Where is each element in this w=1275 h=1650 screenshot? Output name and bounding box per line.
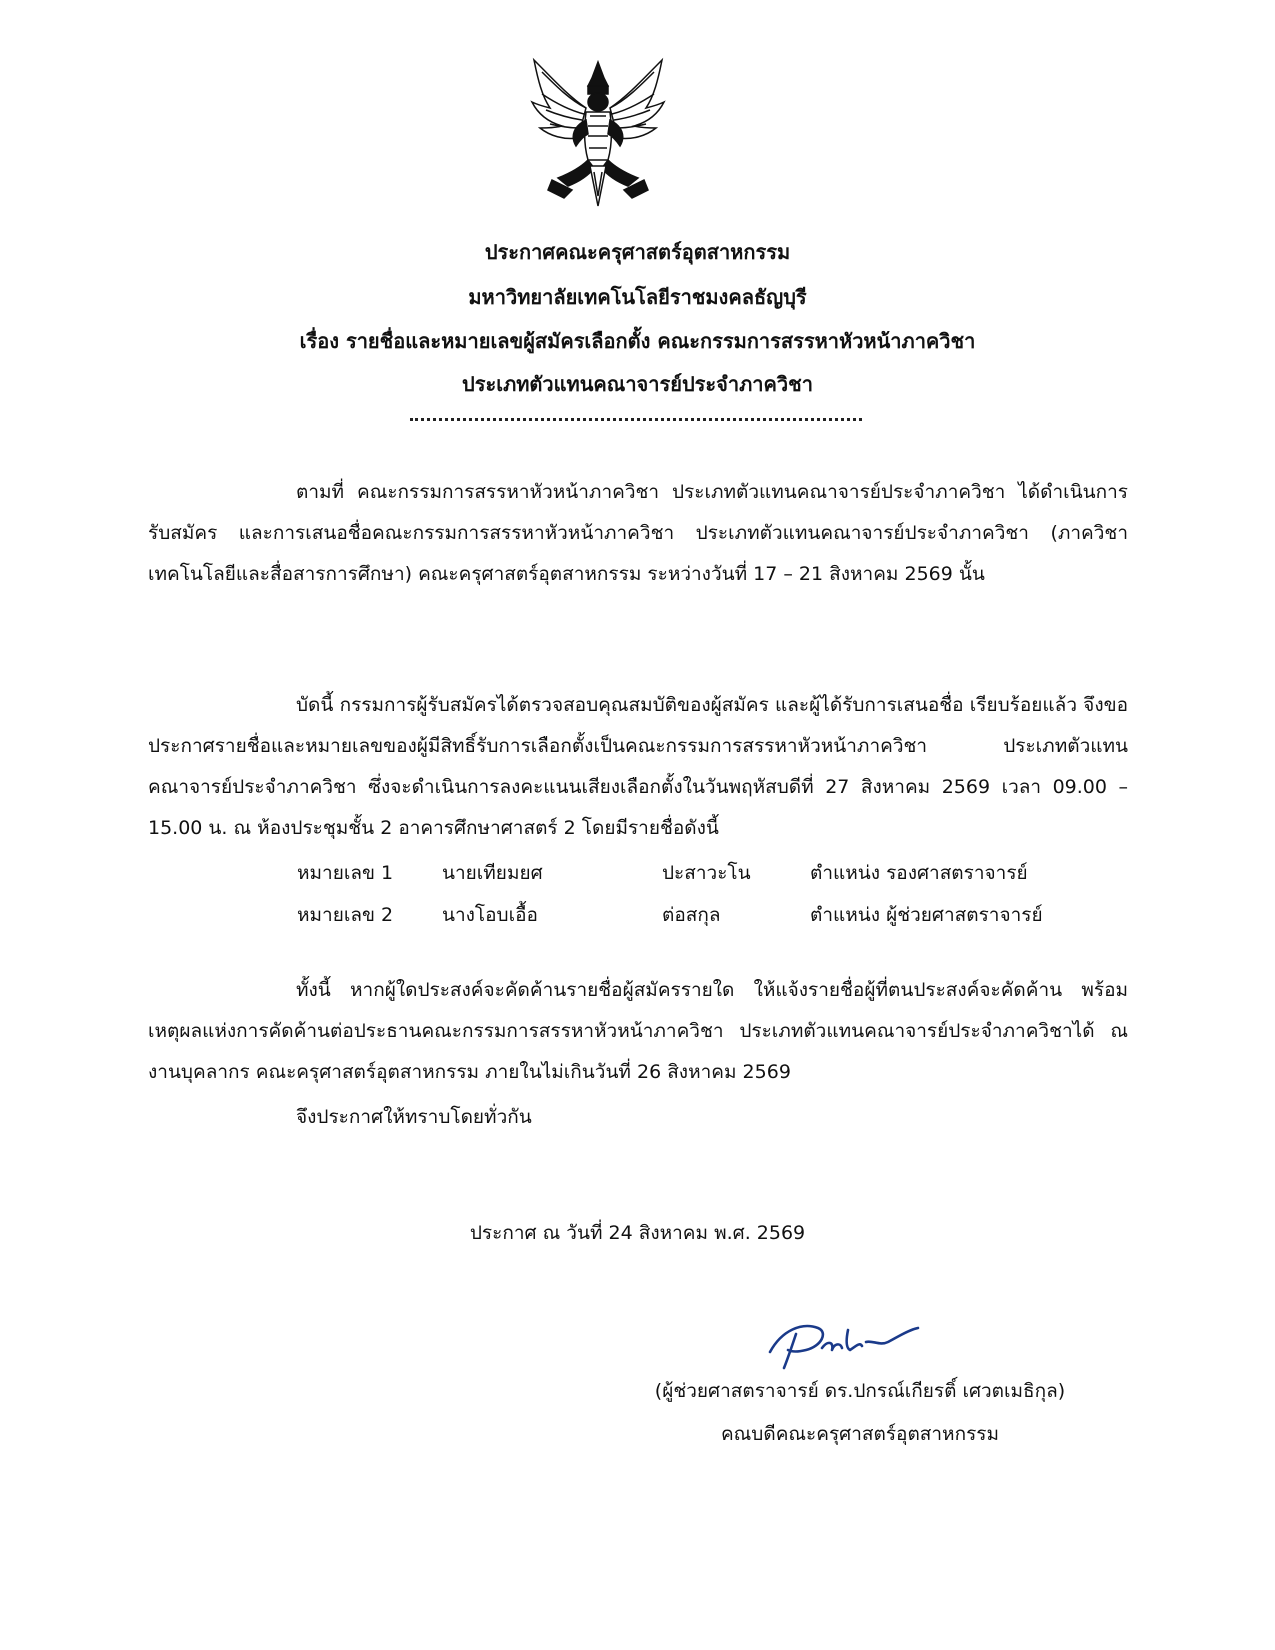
- paragraph-3: ทั้งนี้ หากผู้ใดประสงค์จะคัดค้านรายชื่อผู้สมัครรายใด ให้แจ้งรายชื่อผู้ที่ตนประสงค์จะคัดค้าน พร้อมเหตุผลแห่งการคัดค้านต่อประธานคณะกรรมการสรรหาหัวหน้าภาควิชา ประเภทตัวแทนคณาจารย์ประจำภาควิชาได้ ณ งานบุคลากร คณะครุศาสตร์อุตสาหกรรม ภายในไม่เกินวันที่ 26 สิงหาคม 2569: [148, 979, 1128, 1083]
- garuda-emblem-icon: [528, 56, 668, 210]
- paragraph-2: บัดนี้ กรรมการผู้รับสมัครได้ตรวจสอบคุณสมบัติของผู้สมัคร และผู้ได้รับการเสนอชื่อ เรียบร้อยแล้ว จึงขอประกาศรายชื่อและหมายเลขของผู้มีสิทธิ์รับการเลือกตั้งเป็นคณะกรรมการสรรหาหัวหน้าภาควิชา ประเภทตัวแทนคณาจารย์ประจำภาควิชา ซึ่งจะดำเนินการลงคะแนนเสียงเลือกตั้งในวันพฤหัสบดีที่ 27 สิงหาคม 2569 เวลา 09.00 – 15.00 น. ณ ห้องประชุมชั้น 2 อาคารศึกษาศาสตร์ 2 โดยมีรายชื่อดังนี้: [148, 694, 1128, 839]
- header-line-4: ประเภทตัวแทนคณาจารย์ประจำภาควิชา: [462, 372, 813, 396]
- candidate-last-name: ปะสาวะโน: [662, 862, 751, 884]
- candidate-number: หมายเลข 1: [297, 862, 394, 884]
- candidate-first-name: นางโอบเอื้อ: [442, 904, 538, 926]
- announcement-date: ประกาศ ณ วันที่ 24 สิงหาคม พ.ศ. 2569: [469, 1222, 806, 1244]
- dotted-divider: [410, 412, 862, 422]
- candidate-position: ตำแหน่ง รองศาสตราจารย์: [810, 862, 1028, 884]
- header-subject: เรื่อง รายชื่อและหมายเลขผู้สมัครเลือกตั้ง คณะกรรมการสรรหาหัวหน้าภาควิชา: [299, 329, 976, 353]
- signer-name: (ผู้ช่วยศาสตราจารย์ ดร.ปกรณ์เกียรติ์ เศวตเมธิกุล): [654, 1380, 1066, 1402]
- header-line-1: ประกาศคณะครุศาสตร์อุตสาหกรรม: [484, 240, 791, 264]
- candidate-last-name: ต่อสกุล: [662, 904, 721, 926]
- header-line-2: มหาวิทยาลัยเทคโนโลยีราชมงคลธัญบุรี: [468, 285, 807, 309]
- paragraph-1: ตามที่ คณะกรรมการสรรหาหัวหน้าภาควิชา ประเภทตัวแทนคณาจารย์ประจำภาควิชา ได้ดำเนินการรับสมัคร และการเสนอชื่อคณะกรรมการสรรหาหัวหน้าภาควิชา ประเภทตัวแทนคณาจารย์ประจำภาควิชา (ภาควิชาเทคโนโลยีและสื่อสารการศึกษา) คณะครุศาสตร์อุตสาหกรรม ระหว่างวันที่ 17 – 21 สิงหาคม 2569 นั้น: [148, 481, 1128, 585]
- candidate-number: หมายเลข 2: [297, 904, 394, 926]
- candidate-position: ตำแหน่ง ผู้ช่วยศาสตราจารย์: [810, 904, 1043, 926]
- candidate-first-name: นายเทียมยศ: [442, 862, 543, 884]
- handwritten-signature: [762, 1312, 922, 1372]
- paragraph-4: จึงประกาศให้ทราบโดยทั่วกัน: [296, 1106, 532, 1128]
- signer-title: คณบดีคณะครุศาสตร์อุตสาหกรรม: [720, 1423, 1000, 1445]
